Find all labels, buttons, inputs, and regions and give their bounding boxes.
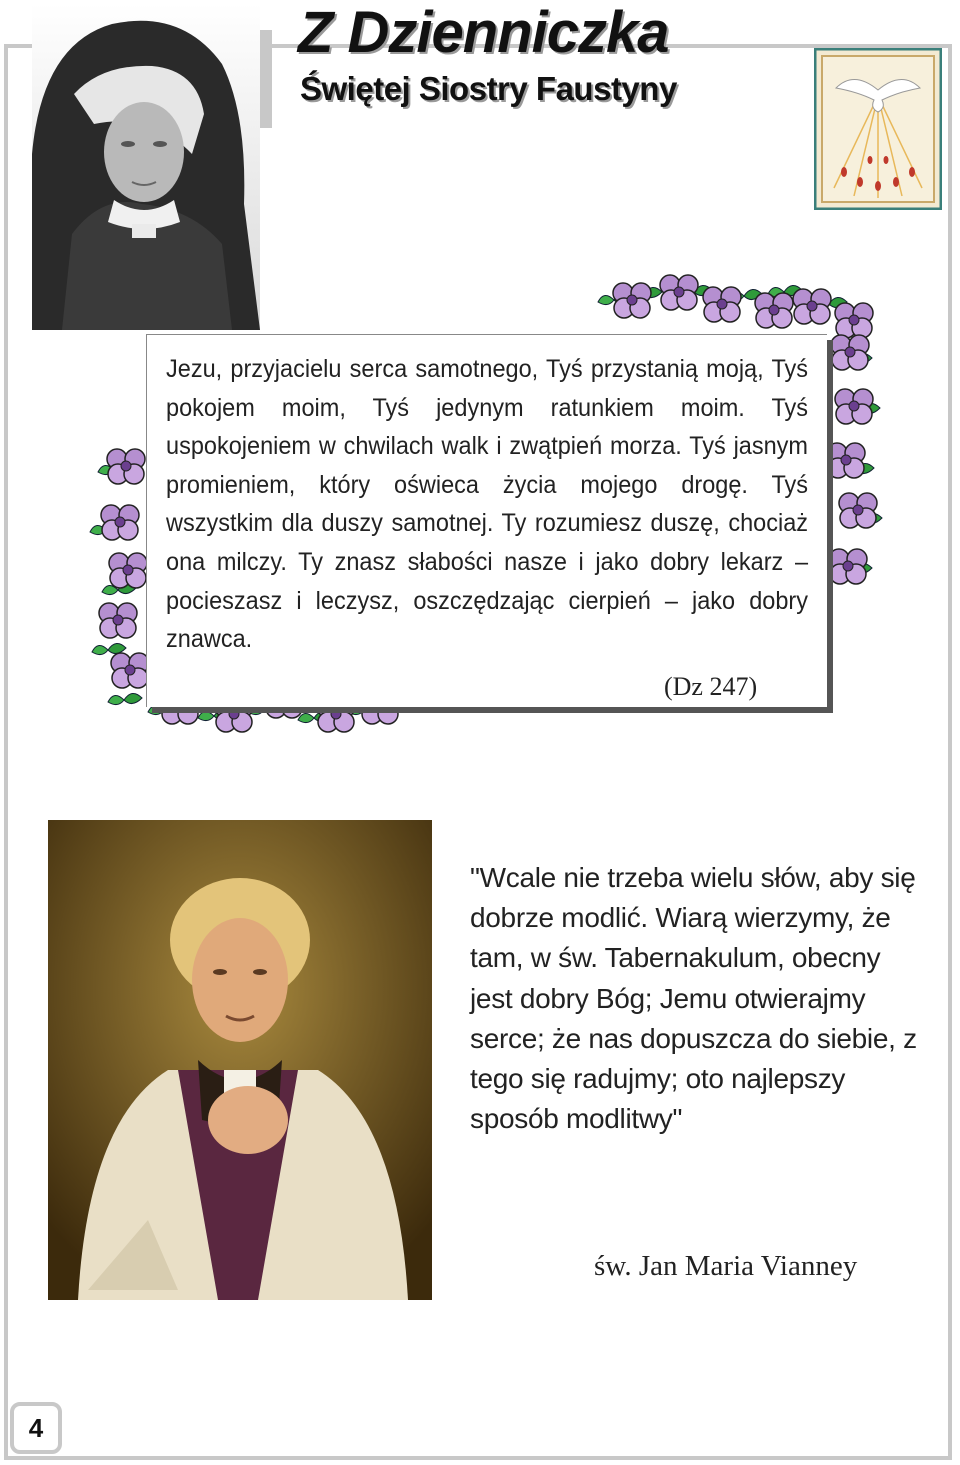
vianney-portrait <box>48 820 432 1300</box>
faustyna-quote: Jezu, przyjacielu serca samotnego, Tyś przystanią moją, Tyś pokojem moim, Tyś jedynym ratunkiem moim. Tyś uspokojeniem w chwilach walk i zwątpień morza. Tyś jasnym promieniem, który oświeca życia mojego drogę. Tyś wszystkim dla duszy samotnej. Ty rozumiesz duszę, chociaż ona milczy. Ty znasz słabości nasze i jako dobry lekarz –pocieszasz i leczysz, oszczędzając cierpień – jako dobry znawca. <box>166 355 809 654</box>
holy-spirit-card <box>814 48 942 210</box>
page-subtitle: Świętej Siostry Faustyny <box>300 70 677 107</box>
page-title: Z Dzienniczka <box>298 0 669 65</box>
quote-reference: (Dz 247) <box>664 672 758 701</box>
vianney-quote: "Wcale nie trzeba wielu słów, aby się dobrze modlić. Wiarą wierzymy, że tam, w św. Tabernakulum, obecny jest dobry Bóg; Jemu otwierajmy serce; że nas dopuszcza do siebie, z tego się radujmy; oto najlepszy sposób modlitwy" <box>470 862 917 1135</box>
quote-author: św. Jan Maria Vianney <box>594 1250 858 1282</box>
page-number: 4 <box>10 1402 62 1454</box>
